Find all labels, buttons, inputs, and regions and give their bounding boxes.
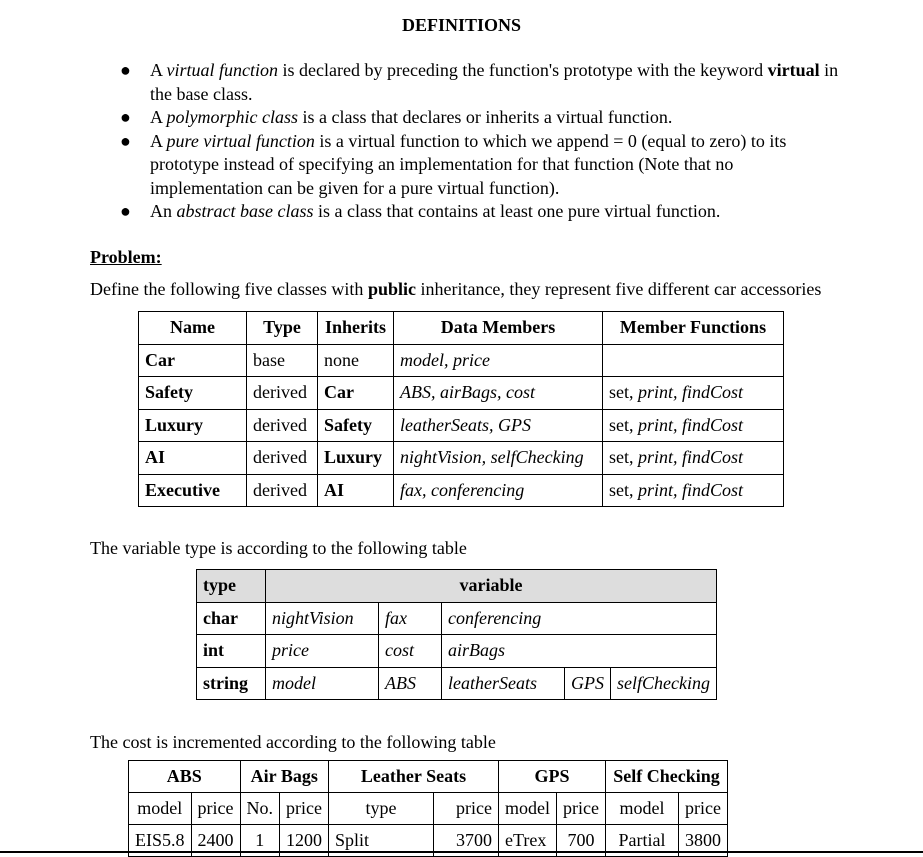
cell: fax — [379, 602, 442, 635]
col-header: Leather Seats — [329, 761, 499, 793]
table-row — [197, 635, 717, 668]
col-header: Air Bags — [240, 761, 329, 793]
table-row — [197, 602, 717, 635]
cell: derived — [247, 474, 318, 507]
bullet-icon: ● — [120, 130, 131, 151]
cost-table-intro: The cost is incremented according to the following table — [90, 732, 496, 752]
cell: Executive — [139, 474, 247, 507]
cell: 3800 — [678, 825, 727, 857]
table-row — [139, 377, 784, 410]
cell: set, print, findCost — [603, 474, 784, 507]
subheader-cell: type — [329, 793, 434, 825]
cell: Safety — [139, 377, 247, 410]
cell: nightVision — [266, 602, 379, 635]
cell: derived — [247, 377, 318, 410]
cell: set, print, findCost — [603, 442, 784, 475]
col-header: Name — [139, 312, 247, 345]
table-row — [139, 409, 784, 442]
cell: derived — [247, 442, 318, 475]
definition-virtual-function: ● A virtual function is declared by preceding the function's prototype with the keyword virtual in the base class. — [120, 60, 839, 104]
col-header: Self Checking — [605, 761, 727, 793]
cell: conferencing — [442, 602, 717, 635]
cell: Car — [318, 377, 394, 410]
subheader-cell: price — [434, 793, 499, 825]
cell: 2400 — [191, 825, 240, 857]
classes-table — [138, 311, 784, 507]
cell: model, price — [394, 344, 603, 377]
subheader-cell: price — [280, 793, 329, 825]
bullet-icon: ● — [120, 60, 131, 80]
cell: 1 — [240, 825, 280, 857]
problem-heading: Problem: — [90, 247, 162, 267]
definition-polymorphic-class: ● A polymorphic class is a class that declares or inherits a virtual function. — [122, 106, 842, 130]
col-header: Inherits — [318, 312, 394, 345]
problem-intro: Define the following five classes with public inheritance, they represent five different car accessories — [90, 279, 822, 299]
cell: Luxury — [318, 442, 394, 475]
cell: leatherSeats — [442, 667, 565, 700]
cell: price — [266, 635, 379, 668]
cell: Split — [329, 825, 434, 857]
cell: ABS — [379, 667, 442, 700]
table-header-row — [139, 312, 784, 345]
col-header: Type — [247, 312, 318, 345]
subheader-cell: model — [605, 793, 678, 825]
cell: 3700 — [434, 825, 499, 857]
cell: base — [247, 344, 318, 377]
col-header: ABS — [129, 761, 241, 793]
bullet-icon: ● — [120, 107, 131, 127]
cell: 700 — [557, 825, 606, 857]
definition-abstract-base-class: ● An abstract base class is a class that contains at least one pure virtual function. — [122, 200, 842, 224]
cell: EIS5.8 — [129, 825, 192, 857]
col-header: Data Members — [394, 312, 603, 345]
cell: set, print, findCost — [603, 409, 784, 442]
table-header-row — [197, 570, 717, 603]
cell: GPS — [565, 667, 611, 700]
cell: Partial — [605, 825, 678, 857]
cell: int — [197, 635, 266, 668]
table-row — [139, 344, 784, 377]
table-row — [139, 474, 784, 507]
definitions-list — [122, 59, 842, 224]
definition-pure-virtual-function: ● A pure virtual function is a virtual function to which we append = 0 (equal to zero) to its prototype instead of specifying an implementation for that function (Note that no implementation can be given for a pure virtual function). — [120, 130, 787, 198]
cell: char — [197, 602, 266, 635]
cell: cost — [379, 635, 442, 668]
cell: fax, conferencing — [394, 474, 603, 507]
cell: model — [266, 667, 379, 700]
table-subheader-row — [129, 793, 728, 825]
subheader-cell: price — [191, 793, 240, 825]
cell: ABS, airBags, cost — [394, 377, 603, 410]
subheader-cell: price — [557, 793, 606, 825]
cell: derived — [247, 409, 318, 442]
cell: AI — [318, 474, 394, 507]
cell: Car — [139, 344, 247, 377]
col-header: Member Functions — [603, 312, 784, 345]
subheader-cell: No. — [240, 793, 280, 825]
col-header: GPS — [499, 761, 606, 793]
cell: none — [318, 344, 394, 377]
cell: eTrex — [499, 825, 557, 857]
cell: airBags — [442, 635, 717, 668]
type-table-intro: The variable type is according to the following table — [90, 538, 467, 558]
page-divider — [0, 851, 923, 853]
subheader-cell: price — [678, 793, 727, 825]
subheader-cell: model — [499, 793, 557, 825]
cell — [603, 344, 784, 377]
cell: 1200 — [280, 825, 329, 857]
cell: Safety — [318, 409, 394, 442]
table-row — [139, 442, 784, 475]
table-row — [197, 667, 717, 700]
cell: Luxury — [139, 409, 247, 442]
cell: leatherSeats, GPS — [394, 409, 603, 442]
cell: selfChecking — [611, 667, 717, 700]
cell: set, print, findCost — [603, 377, 784, 410]
bullet-icon: ● — [120, 201, 131, 221]
page-title: DEFINITIONS — [401, 15, 522, 35]
col-header: variable — [266, 570, 717, 603]
cost-table — [128, 760, 728, 857]
col-header: type — [197, 570, 266, 603]
cell: AI — [139, 442, 247, 475]
table-header-row — [129, 761, 728, 793]
subheader-cell: model — [129, 793, 192, 825]
cell: nightVision, selfChecking — [394, 442, 603, 475]
type-table — [196, 569, 717, 700]
cell: string — [197, 667, 266, 700]
